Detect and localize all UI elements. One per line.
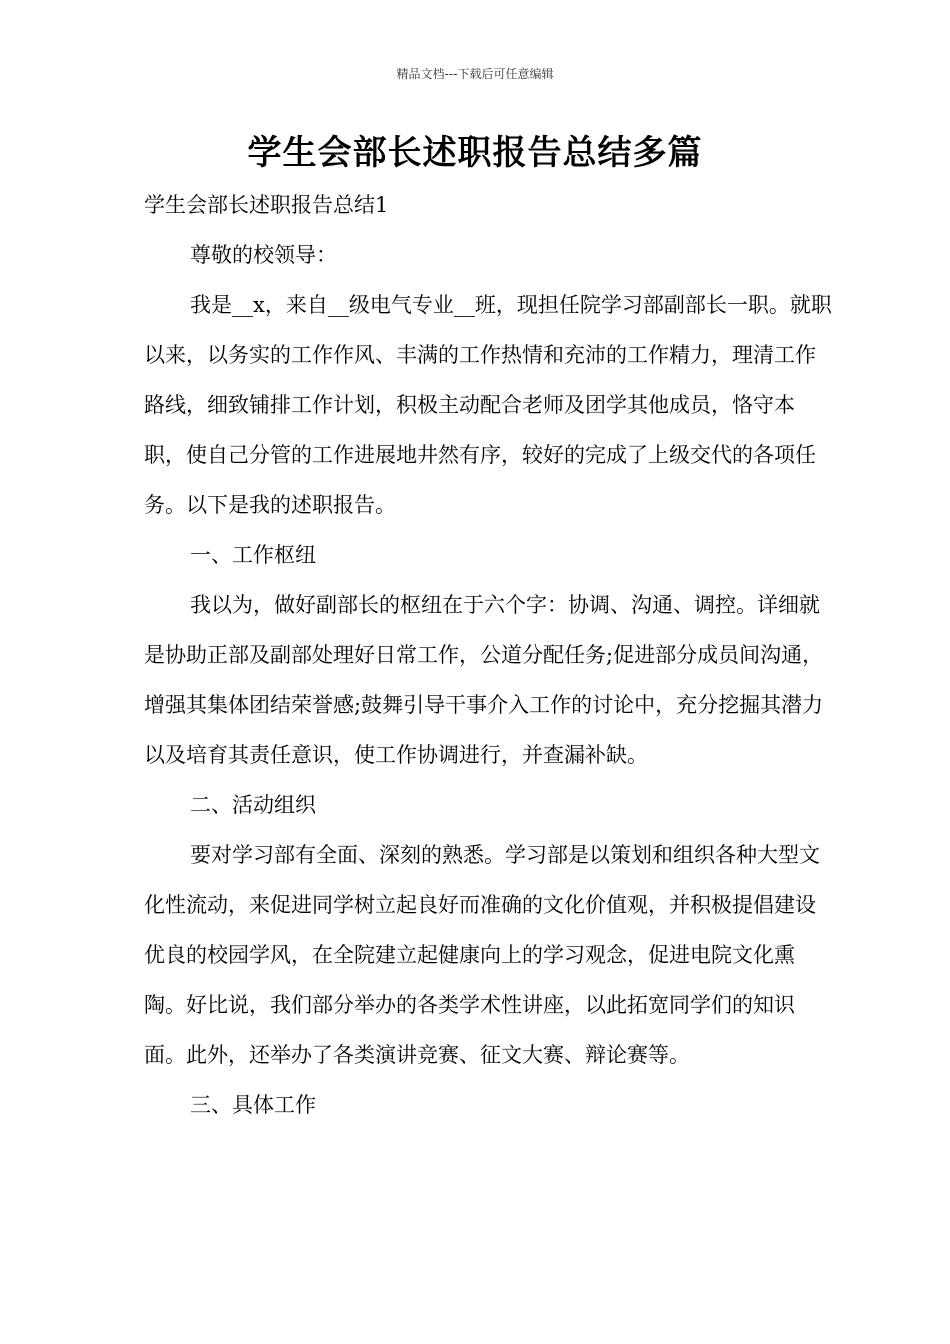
- paragraph-work-hub: 我以为，做好副部长的枢纽在于六个字：协调、沟通、调控。详细就是协助正部及副部处理好日常工作，公道分配任务;促进部分成员间沟通，增强其集体团结荣誉感;鼓舞引导干事介入工作的讨论中，充分挖掘其潜力以及培育其责任意识，使工作协调进行，并查漏补缺。: [144, 593, 824, 767]
- page-title: 学生会部长述职报告总结多篇: [247, 133, 703, 173]
- heading-work-hub: 一、工作枢纽: [190, 543, 316, 567]
- document-body: [144, 180, 836, 1130]
- heading-specific-work: 三、具体工作: [190, 1093, 316, 1117]
- heading-activity-organization: 二、活动组织: [190, 793, 316, 817]
- header-note: 精品文档---下载后可任意编辑: [396, 67, 554, 81]
- section-title: 学生会部长述职报告总结1: [144, 193, 389, 217]
- salutation: 尊敬的校领导：: [190, 243, 337, 267]
- paragraph-activity-organization: 要对学习部有全面、深刻的熟悉。学习部是以策划和组织各种大型文化性流动，来促进同学树立起良好而准确的文化价值观，并积极提倡建设优良的校园学风，在全院建立起健康向上的学习观念，促进电院文化熏陶。好比说，我们部分举办的各类学术性讲座，以此拓宽同学们的知识面。此外，还举办了各类演讲竞赛、征文大赛、辩论赛等。: [144, 843, 820, 1067]
- paragraph-intro: 我是__x，来自__级电气专业__班，现担任院学习部副部长一职。就职以来，以务实的工作作风、丰满的工作热情和充沛的工作精力，理清工作路线，细致铺排工作计划，积极主动配合老师及团学其他成员，恪守本职，使自己分管的工作进展地井然有序，较好的完成了上级交代的各项任务。以下是我的述职报告。: [144, 293, 832, 517]
